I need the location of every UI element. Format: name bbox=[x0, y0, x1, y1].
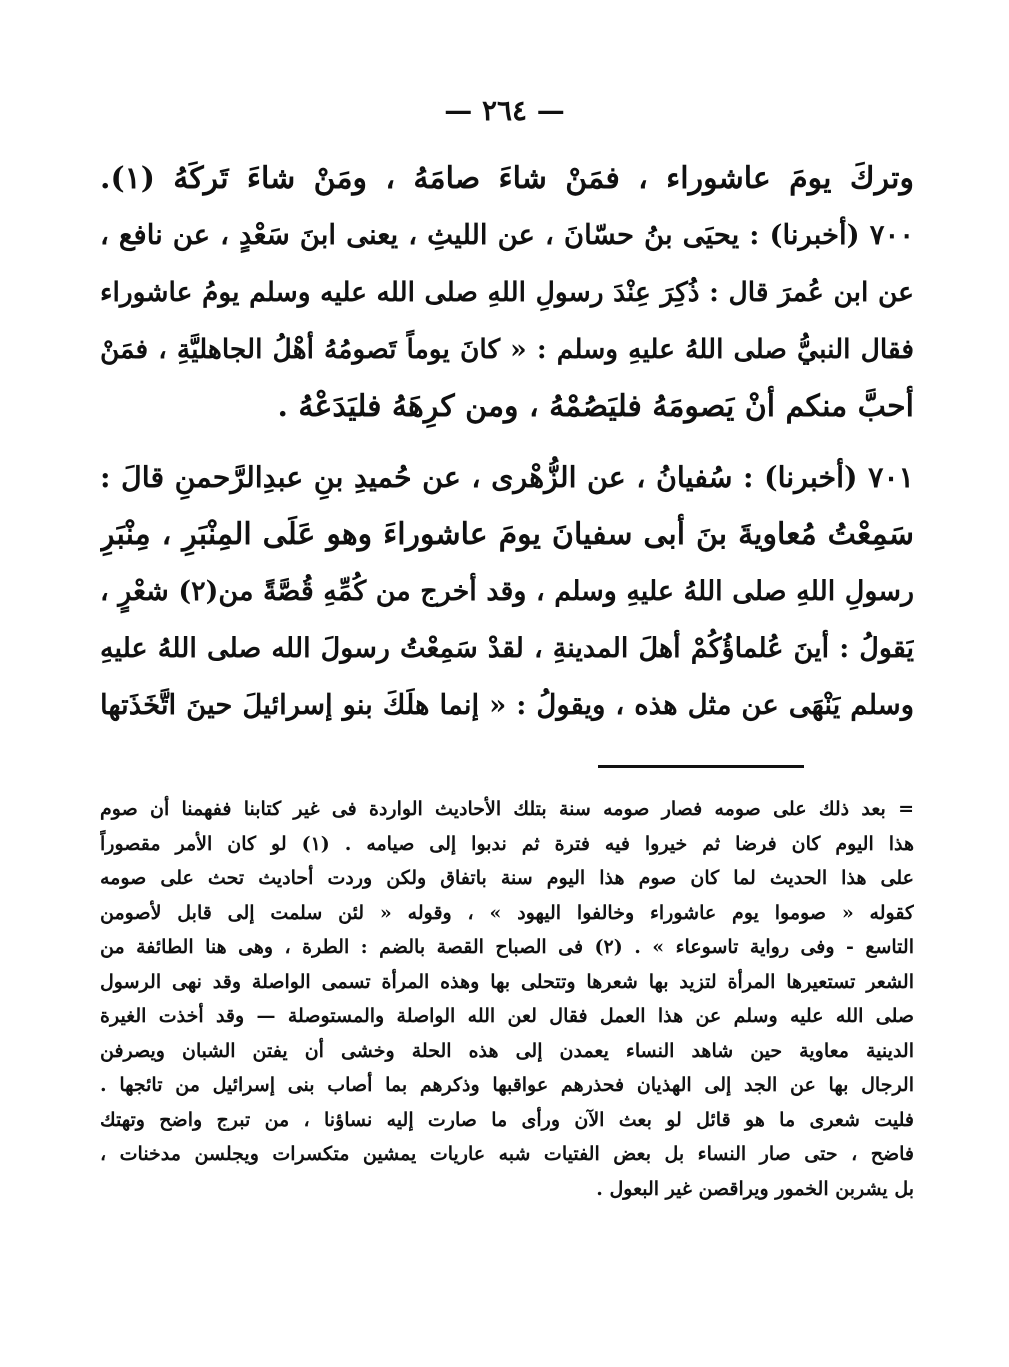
footnote-line: فليت شعرى ما هو قائل لو بعث الآن ورأى ما صارت إليه نساؤنا ، من تبرج واضح وتهتك bbox=[100, 1108, 914, 1131]
footnote-line: كقوله « صوموا يوم عاشوراء وخالفوا اليهود » ، وقوله « لئن سلمت إلى قابل لأصومن bbox=[100, 901, 914, 924]
paragraph-gap bbox=[100, 435, 914, 449]
footnote-line: الشعر تستعيرها المرأة لتزيد بها شعرها وتتحلى بها وهذه المرأة تسمى الواصلة وقد نهى الرسول bbox=[100, 970, 914, 993]
footnote-line: = بعد ذلك على صومه فصار صومه سنة بتلك الأحاديث الواردة فى غير كتابنا ففهمنا أن صوم bbox=[100, 798, 914, 820]
footnote-line: هذا اليوم كان فرضا ثم خيروا فيه فترة ثم ندبوا إلى صيامه . (١) لو كان الأمر مقصوراً bbox=[100, 832, 914, 855]
footnote-line: التاسع - وفى رواية تاسوعاء » . (٢) فى الصباح القصة بالضم : الطرة ، وهى هنا الطائفة من bbox=[100, 936, 914, 958]
footnote-line: صلى الله عليه وسلم عن هذا العمل فقال لعن الله الواصلة والمستوصلة — وقد أخذت الغيرة bbox=[100, 1005, 914, 1027]
text-line: عن ابن عُمرَ قال : ذُكِرَ عِنْدَ رسولِ اللهِ صلى الله عليه وسلم يومُ عاشوراء bbox=[100, 277, 914, 308]
footnote-line: بل يشربن الخمور ويراقصن غير البعول . bbox=[596, 1177, 914, 1200]
footnote-line: على هذا الحديث لما كان صوم هذا اليوم سنة باتفاق ولكن وردت أحاديث تحث على صومه bbox=[100, 867, 914, 889]
hadith-700-line: ٧٠٠ (أخبرنا) : يحيَى بنُ حسّانَ ، عن الليثِ ، يعنى ابنَ سَعْدٍ ، عن نافع ، bbox=[100, 219, 914, 251]
text-line: رسولِ اللهِ صلى اللهُ عليهِ وسلم ، وقد أخرج من كُمِّهِ قُصَّةً من(٢) شعْرٍ ، bbox=[100, 576, 914, 607]
text-line: وتركَ يومَ عاشوراء ، فمَنْ شاءَ صامَهُ ، ومَنْ شاءَ تَركَهُ (١). bbox=[100, 161, 914, 196]
footnote-line: الرجال بها عن الجد إلى الهذيان فحذرهم عواقبها وذكرهم بما أصاب بنى إسرائيل من تائجها . bbox=[100, 1074, 914, 1096]
text-line: أحبَّ منكم أنْ يَصومَهُ فليَصُمْهُ ، ومن كرِهَهُ فليَدَعْهُ . bbox=[277, 389, 914, 424]
text-line: فقال النبيُّ صلى اللهُ عليهِ وسلم : « كانَ يوماً تَصومُهُ أهْلُ الجاهليَّةِ ، فمَنْ bbox=[100, 334, 914, 365]
footnotes bbox=[100, 792, 914, 1206]
main-text bbox=[100, 150, 914, 734]
footnote-separator bbox=[598, 765, 804, 768]
page-number: — ٢٦٤ — bbox=[444, 94, 565, 127]
hadith-701-line: ٧٠١ (أخبرنا) : سُفيانُ ، عن الزُّهْرى ، عن حُميدِ بنِ عبدِالرَّحمنِ قالَ : bbox=[100, 460, 914, 494]
text-line: سَمِعْتُ مُعاويةَ بنَ أبى سفيانَ يومَ عاشوراءَ وهو عَلَى المِنْبَرِ ، مِنْبَرِ bbox=[100, 517, 914, 552]
text-line: يَقولُ : أينَ عُلماؤُكُمْ أهلَ المدينةِ ، لقدْ سَمِعْتُ رسولَ الله صلى اللهُ عليهِ bbox=[100, 633, 914, 664]
text-line: وسلم يَنْهَى عن مثل هذه ، ويقولُ : « إنما هلَكَ بنو إسرائيلَ حينَ اتَّخَذَتها bbox=[100, 689, 914, 721]
footnote-line: الدينية معاوية حين شاهد النساء يعمدن إلى هذه الحلة وخشى أن يفتن الشبان ويصرفن bbox=[100, 1039, 914, 1062]
footnote-line: فاضح ، حتى صار النساء بل بعض الفتيات شبه عاريات يمشين متكسرات ويجلسن مدخنات ، bbox=[100, 1143, 914, 1165]
